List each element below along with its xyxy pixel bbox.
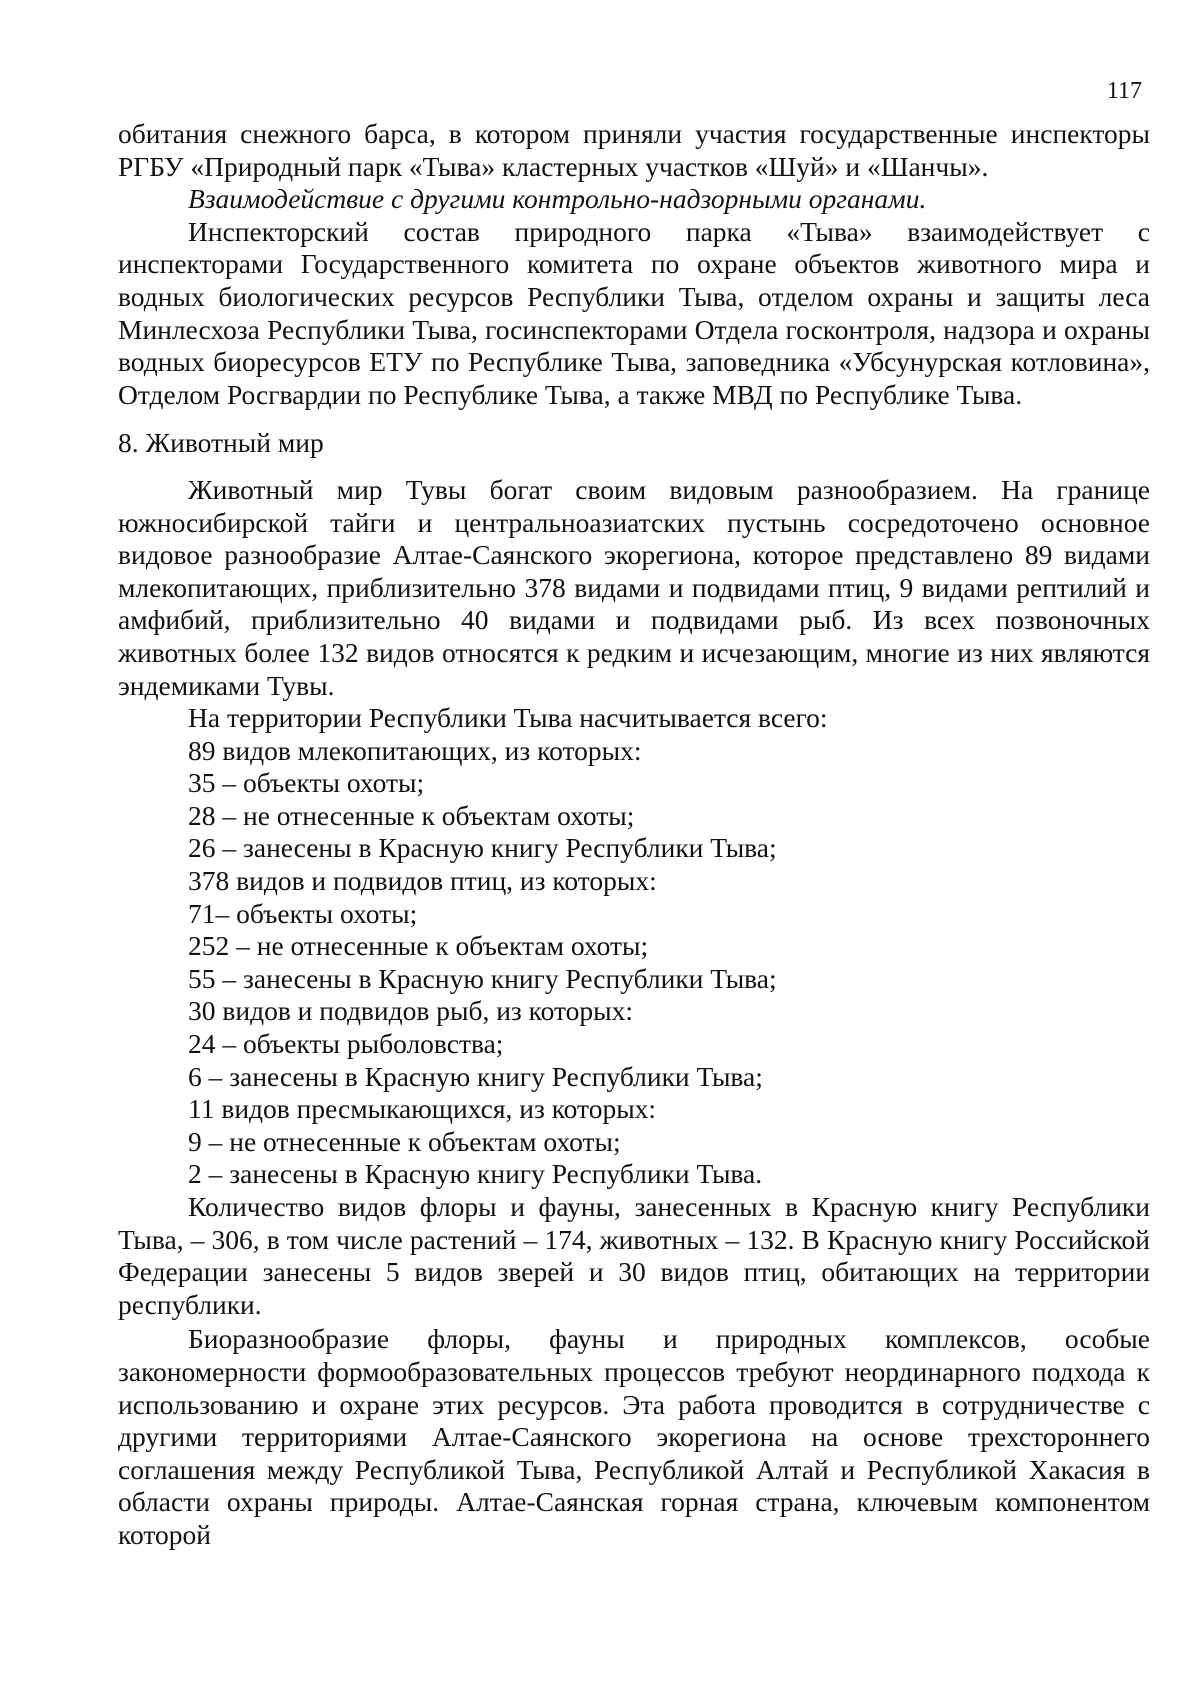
list-item: 55 – занесены в Красную книгу Республики Тыва; — [188, 962, 777, 994]
species-list — [118, 735, 1150, 1191]
list-intro: На территории Республики Тыва насчитывается всего: — [188, 702, 828, 734]
list-item: 9 – не отнесенные к объектам охоты; — [188, 1125, 621, 1157]
section-paragraph-red-book: Количество видов флоры и фауны, занесенных в Красную книгу Республики Тыва, – 306, в том числе растений – 174, животных – 132. В Красную книгу Российской Федерации занесены 5 видов зверей и 30 видов птиц, обитающих на территории республики. — [118, 1191, 1150, 1320]
list-item: 6 – занесены в Красную книгу Республики Тыва; — [188, 1060, 763, 1092]
list-item: 35 – объекты охоты; — [188, 767, 425, 799]
list-item: 252 – не отнесенные к объектам охоты; — [188, 930, 649, 962]
section-paragraph-fauna: Животный мир Тувы богат своим видовым разнообразием. На границе южносибирской тайги и центральноазиатских пустынь сосредоточено основное видовое разнообразие Алтае-Саянского экорегиона, которое представлено 89 видами млекопитающих, приблизительно 378 видами и подвидами птиц, 9 видами рептилий и амфибий, приблизительно 40 видами и подвидами рыб. Из всех позвоночных животных более 132 видов относятся к редким и исчезающим, многие из них являются эндемиками Тувы. — [118, 473, 1150, 701]
document-body — [118, 118, 1150, 1552]
page-number: 117 — [1106, 78, 1142, 104]
list-item: 28 – не отнесенные к объектам охоты; — [188, 799, 635, 831]
list-item: 2 – занесены в Красную книгу Республики Тыва. — [188, 1158, 763, 1190]
list-item: 71– объекты охоты; — [188, 897, 418, 929]
list-item: 11 видов пресмыкающихся, из которых: — [188, 1093, 657, 1125]
list-item: 24 – объекты рыболовства; — [188, 1028, 504, 1060]
list-item: 30 видов и подвидов рыб, из которых: — [188, 995, 634, 1027]
intro-subtitle: Взаимодействие с другими контрольно-надзорными органами. — [188, 183, 927, 215]
list-item: 378 видов и подвидов птиц, из которых: — [188, 865, 657, 897]
intro-paragraph-continuation: обитания снежного барса, в котором приняли участия государственные инспекторы РГБУ «Природный парк «Тыва» кластерных участков «Шуй» и «Шанчы». — [118, 118, 1150, 182]
list-item: 89 видов млекопитающих, из которых: — [188, 734, 642, 766]
section-paragraph-biodiversity: Биоразнообразие флоры, фауны и природных комплексов, особые закономерности формообразовательных процессов требуют неординарного подхода к использованию и охране этих ресурсов. Эта работа проводится в сотрудничестве с другими территориями Алтае-Саянского экорегиона на основе трехстороннего соглашения между Республикой Тыва, Республикой Алтай и Республикой Хакасия в области охраны природы. Алтае-Саянская горная страна, ключевым компонентом которой — [118, 1323, 1150, 1550]
intro-paragraph-interaction: Инспекторский состав природного парка «Тыва» взаимодействует с инспекторами Государственного комитета по охране объектов животного мира и водных биологических ресурсов Республики Тыва, отделом охраны и защиты леса Минлесхоза Республики Тыва, госинспекторами Отдела госконтроля, надзора и охраны водных биоресурсов ЕТУ по Республике Тыва, заповедника «Убсунурская котловина», Отделом Росгвардии по Республике Тыва, а также МВД по Республике Тыва. — [118, 215, 1150, 410]
list-item: 26 – занесены в Красную книгу Республики Тыва; — [188, 832, 777, 864]
section-heading: 8. Животный мир — [118, 427, 324, 459]
